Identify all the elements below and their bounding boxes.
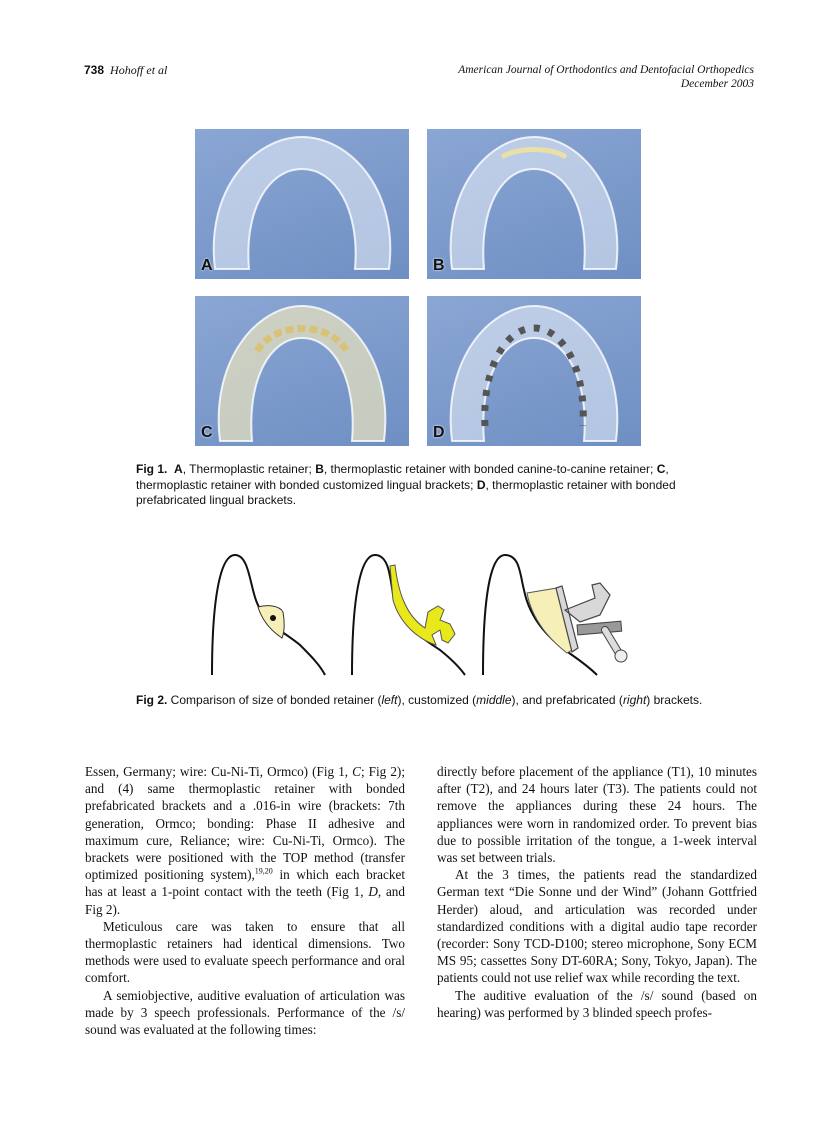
customized-bracket	[390, 565, 455, 645]
paragraph: A semiobjective, auditive evaluation of articulation was made by 3 speech professionals. Performance of the /s/ sound was evaluated at the following times:	[85, 987, 405, 1038]
body-column-right	[437, 763, 757, 1021]
caption-text: ) brackets.	[646, 693, 703, 707]
fig1-photo-c	[195, 296, 409, 446]
paragraph: Meticulous care was taken to ensure that all thermoplastic retainers had identical dimensions. Two methods were used to evaluate speech performance and oral comfort.	[85, 918, 405, 986]
running-header-right	[458, 63, 754, 91]
caption-c-text: , thermoplastic retainer with bonded customized lingual brackets;	[136, 462, 669, 492]
bracket-wire-slot	[577, 621, 622, 635]
caption-text: ), and prefabricated (	[511, 693, 623, 707]
caption-d: D	[476, 477, 486, 492]
body-column-left	[85, 763, 405, 1038]
caption-italic: right	[622, 693, 647, 707]
text-italic: D	[368, 884, 378, 900]
running-header-left	[84, 63, 167, 78]
paragraph	[85, 763, 405, 918]
fig2-diagram	[200, 545, 650, 680]
retainer-arch-image	[427, 296, 641, 446]
caption-text: Comparison of size of bonded retainer (	[167, 693, 382, 707]
caption-text: ), customized (	[397, 693, 477, 707]
caption-d-text: , thermoplastic retainer with bonded prefabricated lingual brackets.	[136, 477, 676, 507]
retainer-wire-dot	[270, 615, 276, 621]
paragraph: At the 3 times, the patients read the standardized German text “Die Sonne und der Wind” (Johann Gottfried Herder) aloud, and articulation was recorded under standardized conditions with a digital audio tape recorder (recorder: Sony TCD-D100; stereo microphone, Sony ECM MS 95; cassettes Sony DT-60RA; Sony, Tokyo, Japan). The patients could not use relief wax while recording the text.	[437, 867, 757, 986]
fig2-caption	[136, 693, 736, 709]
caption-c: C	[656, 462, 666, 476]
caption-a: A	[174, 462, 183, 476]
journal-name: American Journal of Orthodontics and Dentofacial Orthopedics	[458, 64, 754, 76]
panel-label: A	[201, 257, 213, 274]
caption-title: Fig 1.	[136, 462, 168, 476]
issue-date: December 2003	[680, 78, 754, 90]
caption-b: B	[315, 462, 324, 476]
text: Essen, Germany; wire: Cu-Ni-Ti, Ormco) (Fig 1,	[85, 764, 353, 779]
panel-label: C	[201, 424, 213, 441]
retainer-arch-image	[195, 296, 409, 446]
paragraph: directly before placement of the appliance (T1), 10 minutes after (T2), and 24 hours later (T3). The patients could not remove the appliances during these 24 hours. The appliances were worn in randomized order. To prevent bias due to possible irritation of the tongue, a 1-week interval was set between trials.	[437, 764, 757, 866]
panel-label: D	[433, 424, 445, 441]
panel-label: B	[433, 257, 445, 274]
caption-a-text: , Thermoplastic retainer;	[182, 462, 316, 476]
fig1-photo-a	[195, 129, 409, 279]
text: ; Fig 2); and (4) same thermoplastic retainer with bonded prefabricated brackets and a .016-in wire (brackets: 7th generation, Ormco; bonding: Phase II adhesive and maximum cure, Reliance; wire: Cu-Ni-Ti, Ormco). The brackets were positioned with the TOP method (transfer optimized positioning system),	[85, 764, 405, 883]
citation: 19,20	[254, 866, 273, 876]
fig1-photo-d	[427, 296, 641, 446]
paragraph: The auditive evaluation of the /s/ sound (based on hearing) was performed by 3 blinded speech profes-	[437, 987, 757, 1020]
caption-italic: middle	[476, 693, 512, 707]
bracket-ball	[615, 650, 627, 662]
retainer-arch-image	[195, 129, 409, 279]
caption-b-text: , thermoplastic retainer with bonded canine-to-canine retainer;	[323, 462, 657, 476]
authors: Hohoff et al	[110, 63, 168, 77]
caption-italic: left	[381, 693, 398, 707]
text-italic: C	[352, 764, 361, 779]
text: , and Fig 2).	[85, 884, 405, 917]
bonded-retainer	[258, 606, 284, 638]
fig1-photo-b	[427, 129, 641, 279]
caption-title: Fig 2.	[136, 693, 168, 707]
text: in which each bracket has at least a 1-point contact with the teeth (Fig 1,	[85, 867, 405, 900]
retainer-arch-image	[427, 129, 641, 279]
fig1-caption	[136, 462, 736, 509]
page-number: 738	[84, 63, 105, 77]
